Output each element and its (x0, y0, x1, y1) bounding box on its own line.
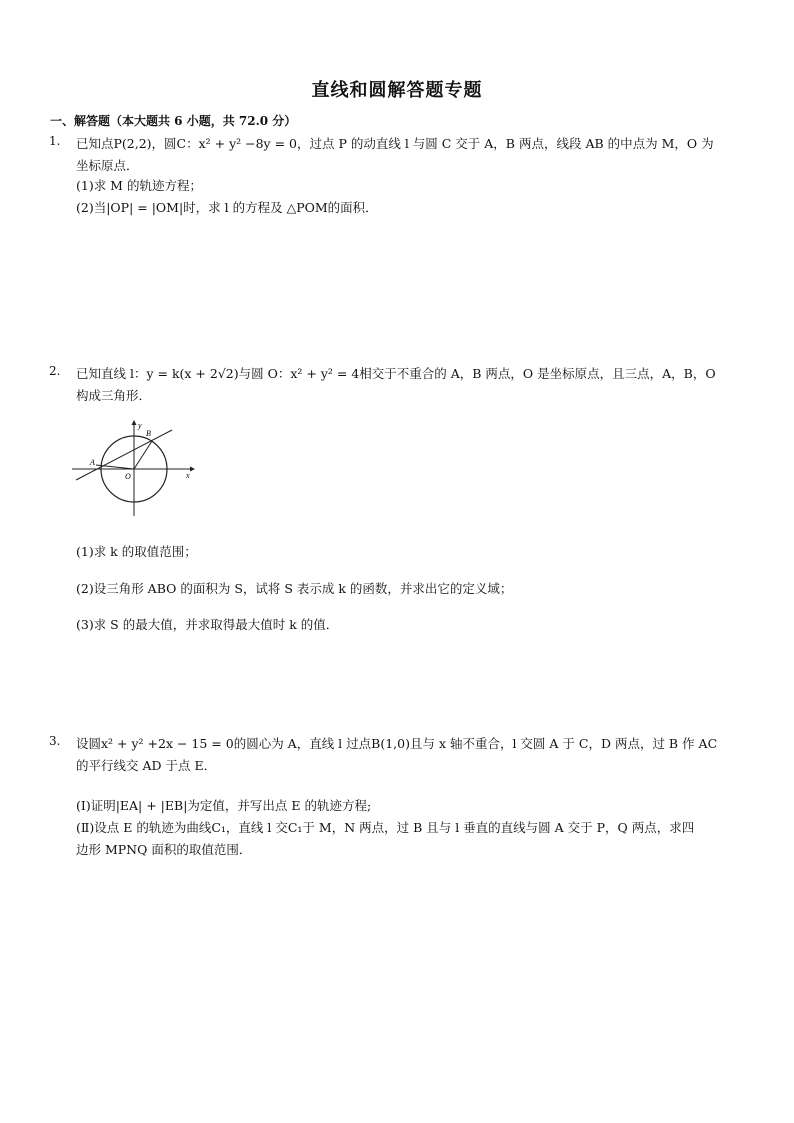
problem-3-line-2: 的平行线交 AD 于点 E． (76, 758, 217, 773)
label-a: A (90, 458, 95, 467)
problem-3-part-1: (Ⅰ)证明|EA| + |EB|为定值，并写出点 E 的轨迹方程; (76, 798, 372, 813)
section-heading: 一、解答题（本大题共 6 小题，共 72.0 分） (50, 114, 297, 128)
problem-3-line-1: 设圆x² + y² +2x − 15 = 0的圆心为 A，直线 l 过点B(1,0)且与 x 轴不重合，l 交圆 A 于 C，D 两点，过 B 作 AC (76, 736, 718, 751)
problem-3-number: 3. (49, 734, 61, 748)
label-x: x (186, 471, 190, 480)
page-title: 直线和圆解答题专题 (311, 80, 483, 101)
problem-3-part-2-cont: 边形 MPNQ 面积的取值范围． (76, 842, 252, 857)
y-axis-arrow (132, 420, 137, 425)
label-b: B (146, 429, 151, 438)
x-axis-arrow (190, 467, 195, 472)
problem-1-number: 1. (49, 134, 61, 148)
label-o: O (125, 472, 131, 481)
problem-2-part-1: (1)求 k 的取值范围； (76, 544, 197, 559)
label-y: y (138, 421, 142, 430)
problem-1-line-2: 坐标原点． (76, 158, 139, 173)
problem-2-part-3: (3)求 S 的最大值，并求取得最大值时 k 的值． (76, 617, 339, 632)
problem-2-number: 2. (49, 364, 61, 378)
problem-1-line-1: 已知点P(2,2)，圆C：x² + y² −8y = 0，过点 P 的动直线 l 与圆 C 交于 A，B 两点，线段 AB 的中点为 M，O 为 (76, 136, 714, 151)
circle-line-diagram (72, 418, 202, 518)
problem-2-line-1: 已知直线 l：y = k(x + 2√2)与圆 O：x² + y² = 4相交于不重合的 A，B 两点，O 是坐标原点，且三点，A，B，O (76, 366, 716, 381)
problem-1-part-2: (2)当|OP| = |OM|时，求 l 的方程及 △POM的面积． (76, 200, 378, 215)
problem-3-part-2: (Ⅱ)设点 E 的轨迹为曲线C₁，直线 l 交C₁于 M，N 两点，过 B 且与 l 垂直的直线与圆 A 交于 P，Q 两点，求四 (76, 820, 695, 835)
problem-2-line-2: 构成三角形． (76, 388, 152, 403)
problem-2-part-2: (2)设三角形 ABO 的面积为 S，试将 S 表示成 k 的函数，并求出它的定义域； (76, 581, 513, 596)
problem-1-part-1: (1)求 M 的轨迹方程； (76, 178, 202, 193)
